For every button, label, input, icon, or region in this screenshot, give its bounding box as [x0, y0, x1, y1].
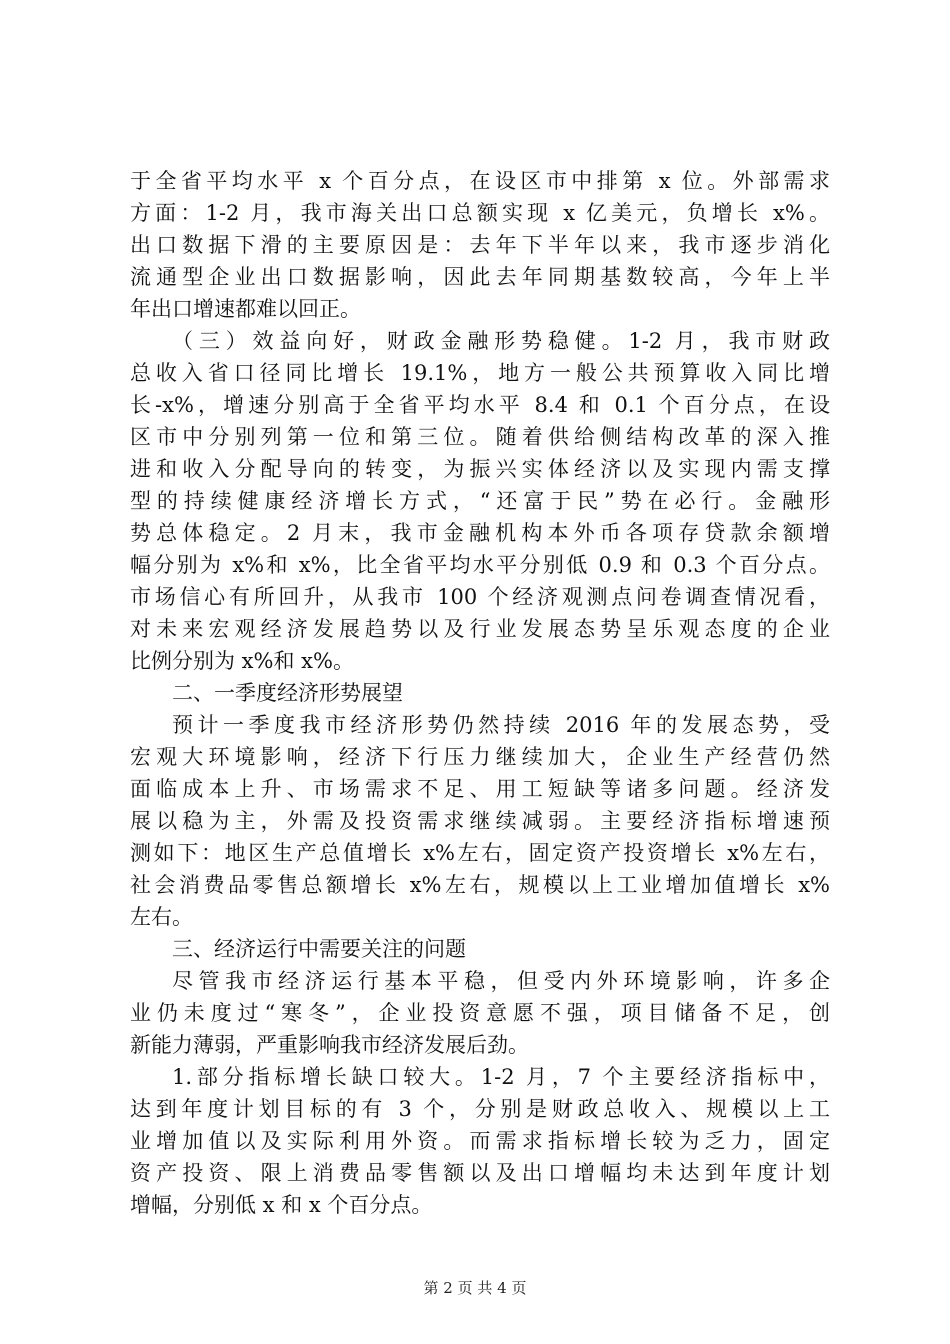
text-line: 面临成本上升、市场需求不足、用工短缺等诸多问题。经济发: [130, 777, 830, 801]
text-line: 势总体稳定。2 月末，我市金融机构本外币各项存贷款余额增: [130, 521, 830, 545]
text-line: 展以稳为主，外需及投资需求继续减弱。主要经济指标增速预: [130, 809, 830, 833]
text-line: （三）效益向好，财政金融形势稳健。1-2 月，我市财政: [172, 329, 830, 353]
text-line: 增幅，分别低 x 和 x 个百分点。: [130, 1193, 433, 1217]
text-line: 市场信心有所回升，从我市 100 个经济观测点问卷调查情况看，: [130, 585, 830, 609]
text-line: 业增加值以及实际利用外资。而需求指标增长较为乏力，固定: [130, 1129, 830, 1153]
document-body: [130, 165, 830, 1221]
text-line: 总收入省口径同比增长 19.1%，地方一般公共预算收入同比增: [130, 361, 830, 385]
text-line: 对未来宏观经济发展趋势以及行业发展态势呈乐观态度的企业: [130, 617, 830, 641]
text-line: 测如下：地区生产总值增长 x%左右，固定资产投资增长 x%左右，: [130, 841, 830, 865]
text-line: 幅分别为 x%和 x%，比全省平均水平分别低 0.9 和 0.3 个百分点。: [130, 553, 830, 577]
text-line: 尽管我市经济运行基本平稳，但受内外环境影响，许多企: [172, 969, 830, 993]
text-line: 宏观大环境影响，经济下行压力继续加大，企业生产经营仍然: [130, 745, 830, 769]
text-line: 于全省平均水平 x 个百分点，在设区市中排第 x 位。外部需求: [130, 169, 830, 193]
text-line: 预计一季度我市经济形势仍然持续 2016 年的发展态势，受: [172, 713, 830, 737]
text-line: 1.部分指标增长缺口较大。1-2 月，7 个主要经济指标中，: [172, 1065, 830, 1089]
text-line: 区市中分别列第一位和第三位。随着供给侧结构改革的深入推: [130, 425, 830, 449]
text-line: 型的持续健康经济增长方式，“还富于民”势在必行。金融形: [130, 489, 830, 513]
text-line: 三、经济运行中需要关注的问题: [172, 937, 466, 961]
page-footer: 第 2 页 共 4 页: [423, 1279, 527, 1297]
text-line: 出口数据下滑的主要原因是：去年下半年以来，我市逐步消化: [130, 233, 830, 257]
text-line: 进和收入分配导向的转变，为振兴实体经济以及实现内需支撑: [130, 457, 830, 481]
text-line: 资产投资、限上消费品零售额以及出口增幅均未达到年度计划: [130, 1161, 830, 1185]
text-line: 方面：1-2 月，我市海关出口总额实现 x 亿美元，负增长 x%。: [130, 201, 830, 225]
text-line: 年出口增速都难以回正。: [130, 297, 361, 321]
text-line: 比例分别为 x%和 x%。: [130, 649, 354, 673]
text-line: 左右。: [130, 905, 193, 929]
text-line: 长-x%，增速分别高于全省平均水平 8.4 和 0.1 个百分点，在设: [130, 393, 830, 417]
text-line: 达到年度计划目标的有 3 个，分别是财政总收入、规模以上工: [130, 1097, 830, 1121]
text-line: 新能力薄弱，严重影响我市经济发展后劲。: [130, 1033, 529, 1057]
text-line: 二、一季度经济形势展望: [172, 681, 403, 705]
text-line: 流通型企业出口数据影响，因此去年同期基数较高，今年上半: [130, 265, 830, 289]
text-line: 社会消费品零售总额增长 x%左右，规模以上工业增加值增长 x%: [130, 873, 830, 897]
text-line: 业仍未度过“寒冬”，企业投资意愿不强，项目储备不足，创: [130, 1001, 830, 1025]
